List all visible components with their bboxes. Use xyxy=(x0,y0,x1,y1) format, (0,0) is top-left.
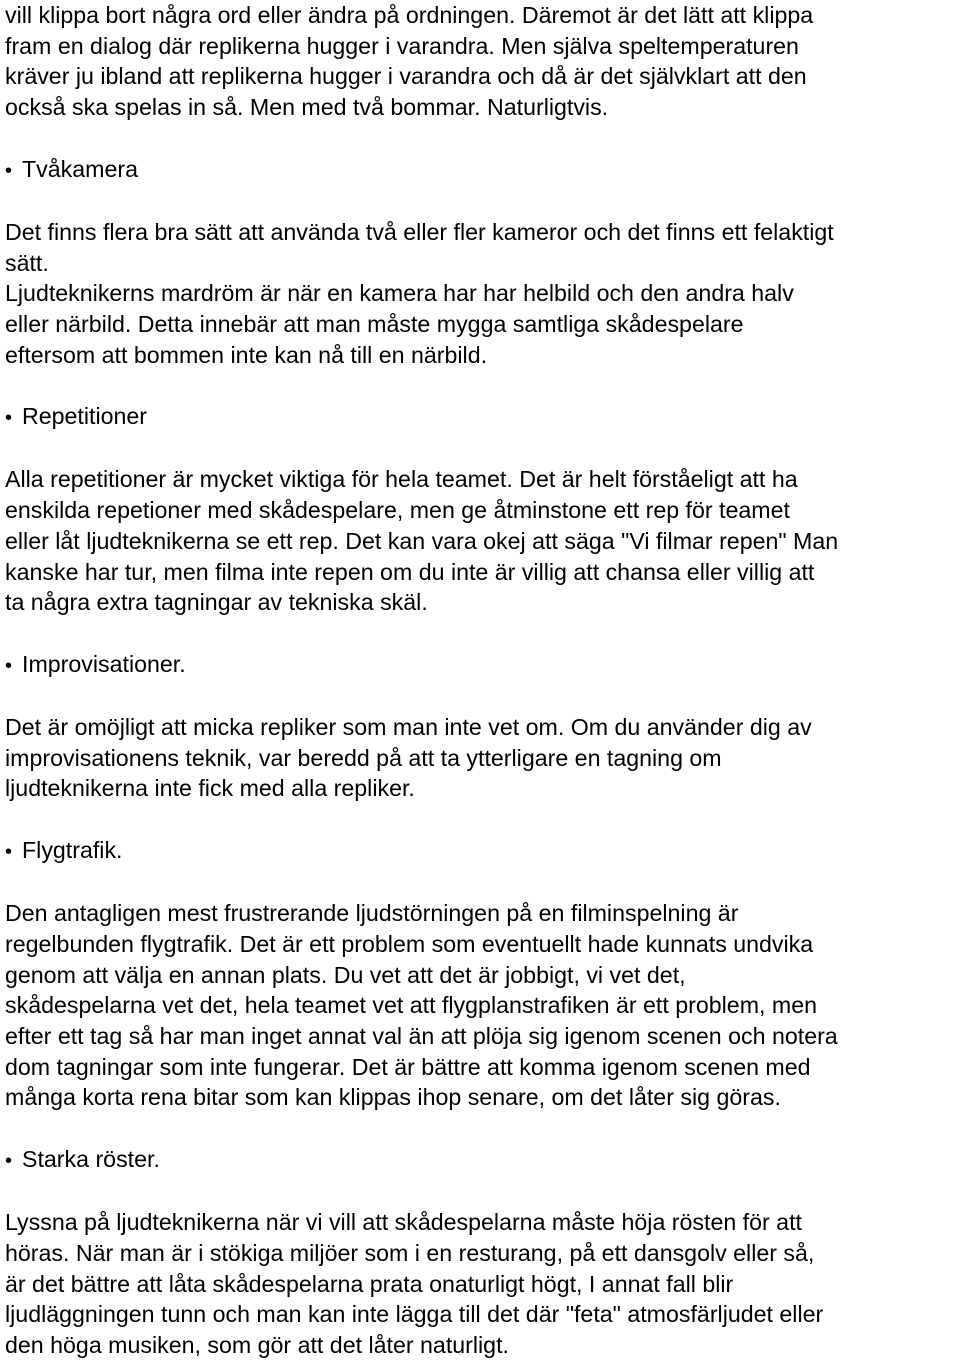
document-body xyxy=(5,0,957,1361)
section-heading-text: Repetitioner xyxy=(22,403,148,430)
section-heading-text: Improvisationer. xyxy=(22,650,186,677)
bullet-icon: • xyxy=(5,407,13,430)
intro-paragraph: vill klippa bort några ord eller ändra på ordningen. Däremot är det lätt att klippa fram en dialog där replikerna hugger i varandra. Men själva speltemperaturen kräver ju ibland att replikerna hugger i varandra och då är det självklart att den också ska spelas in så. Men med två bommar. Naturligtvis. xyxy=(5,2,814,121)
section-heading xyxy=(5,835,957,868)
section-heading xyxy=(5,401,957,434)
section-heading-text: Flygtrafik. xyxy=(22,836,123,863)
section-heading-text: Starka röster. xyxy=(22,1145,160,1172)
section-paragraph: Lyssna på ljudteknikerna när vi vill att skådespelarna måste höja rösten för att höras. När man är i stökiga miljöer som i en resturang, på ett dansgolv eller så, är det bättre att låta skådespelarna prata onaturligt högt, I annat fall blir ljudläggningen tunn och man kan inte lägga till det där "feta" atmosfärljudet eller den höga musiken, som gör att det låter naturligt. xyxy=(5,1209,824,1359)
section-flygtrafik xyxy=(5,835,957,1113)
section-paragraph: Alla repetitioner är mycket viktiga för hela teamet. Det är helt förståeligt att ha enskilda repetioner med skådespelare, men ge åtminstone ett rep för teamet eller låt ljudteknikerna se ett rep. Det kan vara okej att säga "Vi filmar repen" Man kanske har tur, men filma inte repen om du inte är villig att chansa eller villig att ta några extra tagningar av tekniska skäl. xyxy=(5,466,839,616)
section-heading xyxy=(5,1144,957,1177)
section-heading xyxy=(5,154,957,187)
section-paragraph: Det finns flera bra sätt att använda två eller fler kameror och det finns ett felaktigt sätt. Ljudteknikerns mardröm är när en kamera har har helbild och den andra halv eller närbild. Detta innebär att man måste mygga samtliga skådespelare eftersom att bommen inte kan nå till en närbild. xyxy=(5,218,834,368)
section-heading xyxy=(5,649,957,682)
section-starka-roster xyxy=(5,1144,957,1361)
section-paragraph: Den antagligen mest frustrerande ljudstörningen på en filminspelning är regelbunden flygtrafik. Det är ett problem som eventuellt hade kunnats undvika genom att välja en annan plats. Du vet att det är jobbigt, vi vet det, skådespelarna vet det, hela teamet vet att flygplanstrafiken är ett problem, men efter ett tag så har man inget annat val än att plöja sig igenom scenen och notera dom tagningar som inte fungerar. Det är bättre att komma igenom scenen med många korta rena bitar som kan klippas ihop senare, om det låter sig göras. xyxy=(5,900,838,1111)
section-paragraph: Det är omöjligt att micka repliker som man inte vet om. Om du använder dig av improvisationens teknik, var beredd på att ta ytterligare en tagning om ljudteknikerna inte fick med alla repliker. xyxy=(5,714,812,802)
section-tvakamera xyxy=(5,154,957,371)
bullet-icon: • xyxy=(5,654,13,677)
bullet-icon: • xyxy=(5,1149,13,1172)
section-repetitioner xyxy=(5,401,957,618)
bullet-icon: • xyxy=(5,159,13,182)
section-heading-text: Tvåkamera xyxy=(22,155,138,182)
section-improvisationer xyxy=(5,649,957,805)
bullet-icon: • xyxy=(5,840,13,863)
